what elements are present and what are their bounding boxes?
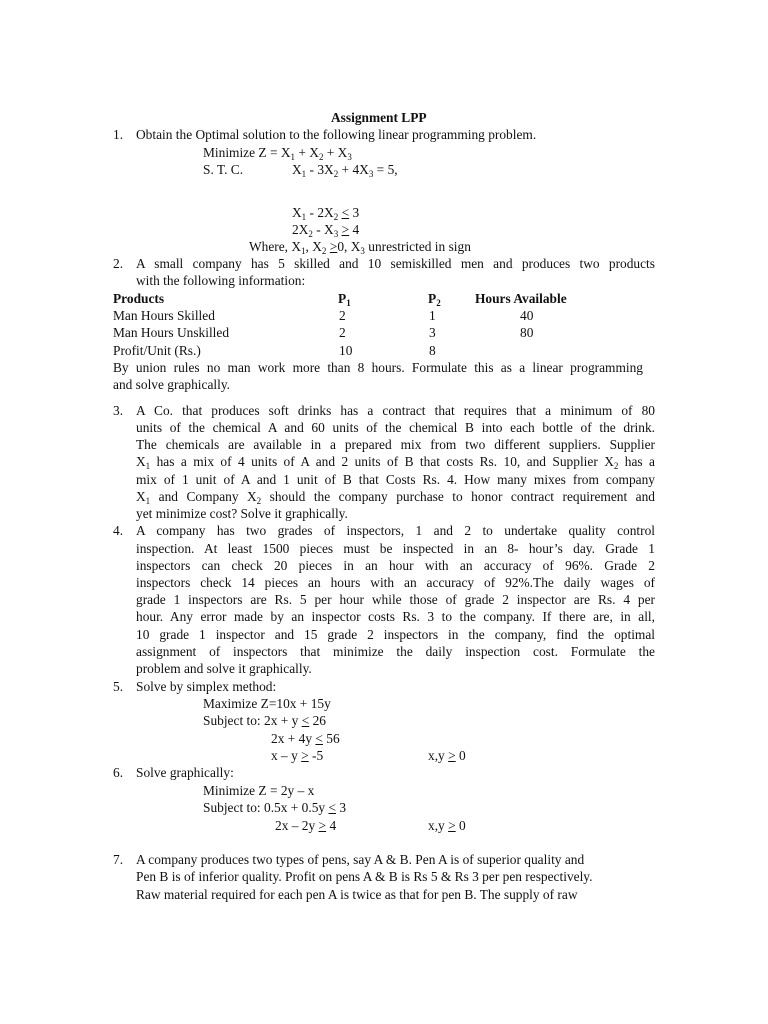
question-3-line-7: yet minimize cost? Solve it graphically. (136, 506, 348, 521)
question-4-line-6: hour. Any error made by an inspector costs Rs. 3 to the company. If there are, in all, (136, 609, 655, 624)
question-5-nonnegativity: x,y > 0 (428, 748, 466, 763)
question-7-line-3: Raw material required for each pen A is twice as that for pen B. The supply of raw (136, 887, 578, 902)
question-5-number: 5. (113, 679, 124, 694)
question-3-line-4: $X_1$ has a mix of 4 units of A and 2 units of B that costs Rs. 10, and Supplier $X_2$ has a (136, 454, 655, 471)
question-6-objective: Minimize Z = 2y – x (203, 783, 315, 798)
question-3-number: 3. (113, 403, 124, 418)
question-4-line-4: inspectors check 14 pieces an hours with an accuracy of 92%.The daily wages of (136, 575, 655, 590)
table-row-2-p1: 10 (339, 343, 353, 358)
question-3-line-6: $X_1$ and Company $X_2$ should the company purchase to honor contract requirement and (136, 489, 655, 506)
question-2-number: 2. (113, 256, 124, 271)
question-1-where: Where, $X_1$, $X_2 >0$, $X_3$ unrestricted in sign (249, 239, 471, 256)
page-title: Assignment LPP (331, 110, 427, 125)
question-6-number: 6. (113, 765, 124, 780)
question-2-line-1: A small company has 5 skilled and 10 semiskilled men and produces two products (136, 256, 655, 271)
question-2-after-2: and solve graphically. (113, 377, 231, 392)
question-4-line-5: grade 1 inspectors are Rs. 5 per hour while those of grade 2 inspector are Rs. 4 per (136, 592, 655, 607)
table-row-2-label: Profit/Unit (Rs.) (113, 343, 201, 358)
question-5-text: Solve by simplex method: (136, 679, 277, 694)
question-5-constraint-2: 2x + 4y < 56 (271, 731, 340, 746)
table-row-1-hours: 80 (520, 325, 534, 340)
question-1-text: Obtain the Optimal solution to the following linear programming problem. (136, 127, 537, 142)
question-3-line-3: The chemicals are available in a prepared mix from two different suppliers. Supplier (136, 437, 655, 452)
question-1-stc-label: S. T. C. (203, 162, 244, 177)
table-row-0-p2: 1 (429, 308, 436, 323)
question-6-constraint-2: 2x – 2y > 4 (275, 818, 337, 833)
question-6-text: Solve graphically: (136, 765, 234, 780)
question-1-objective: Minimize $Z = X_1 + X_2 + X_3$ (203, 145, 352, 162)
question-4-number: 4. (113, 523, 124, 538)
table-row-0-p1: 2 (339, 308, 346, 323)
question-4-line-1: A company has two grades of inspectors, 1 and 2 to undertake quality control (136, 523, 655, 538)
question-4-line-3: inspectors can check 20 pieces in an hour with an accuracy of 96%. Grade 2 (136, 558, 655, 573)
question-3-line-5: mix of 1 unit of A and 1 unit of B that Costs Rs. 4. How many mixes from company (136, 472, 655, 487)
question-6-constraint-1: Subject to: 0.5x + 0.5y < 3 (203, 800, 347, 815)
question-1-number: 1. (113, 127, 124, 142)
table-header-products: Products (113, 291, 165, 306)
table-header-hours-available: Hours Available (475, 291, 567, 306)
question-5-objective: Maximize Z=10x + 15y (203, 696, 331, 711)
question-5-constraint-1: Subject to: 2x + y < 26 (203, 713, 326, 728)
question-1-constraint-3: $2X_2 - X_3 > 4$ (292, 222, 360, 239)
question-1-constraint-1: $X_1 - 3X_2 + 4X_3 = 5$, (292, 162, 398, 179)
question-7-line-2: Pen B is of inferior quality. Profit on pens A & B is Rs 5 & Rs 3 per pen respectively. (136, 869, 593, 884)
table-row-2-p2: 8 (429, 343, 436, 358)
question-3-line-2: units of the chemical A and 60 units of the chemical B into each bottle of the drink. (136, 420, 655, 435)
question-7-number: 7. (113, 852, 124, 867)
table-header-p2: $P_2$ (428, 291, 441, 308)
question-4-line-8: assignment of inspectors that minimize the daily inspection cost. Formulate the (136, 644, 655, 659)
question-5-constraint-3: x – y > -5 (271, 748, 324, 763)
question-3-line-1: A Co. that produces soft drinks has a contract that requires that a minimum of 80 (136, 403, 655, 418)
table-row-0-label: Man Hours Skilled (113, 308, 215, 323)
question-2-line-2: with the following information: (136, 273, 306, 288)
question-6-nonnegativity: x,y > 0 (428, 818, 466, 833)
question-4-line-7: 10 grade 1 inspector and 15 grade 2 inspectors in the company, find the optimal (136, 627, 655, 642)
table-header-p1: $P_1$ (338, 291, 351, 308)
question-7-line-1: A company produces two types of pens, say A & B. Pen A is of superior quality and (136, 852, 585, 867)
question-1-constraint-2: $X_1 - 2X_2 < 3$ (292, 205, 360, 222)
question-2-after-1: By union rules no man work more than 8 hours. Formulate this as a linear programming (113, 360, 643, 375)
table-row-0-hours: 40 (520, 308, 534, 323)
question-4-line-2: inspection. At least 1500 pieces must be inspected in an 8- hour’s day. Grade 1 (136, 541, 655, 556)
question-4-line-9: problem and solve it graphically. (136, 661, 312, 676)
table-row-1-p2: 3 (429, 325, 436, 340)
table-row-1-label: Man Hours Unskilled (113, 325, 230, 340)
table-row-1-p1: 2 (339, 325, 346, 340)
